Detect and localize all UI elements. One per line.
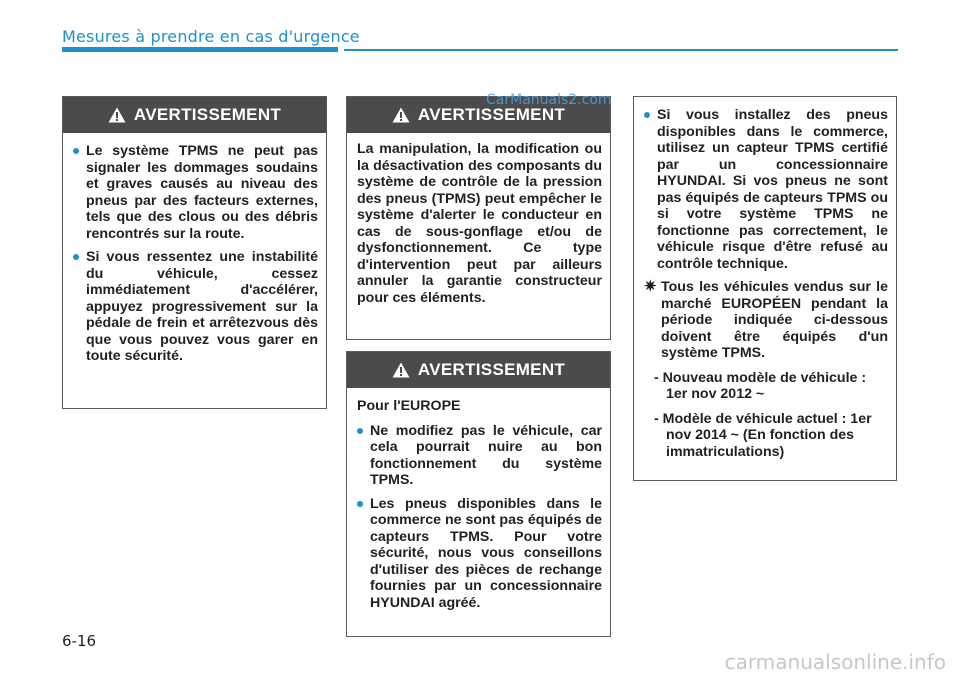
page-number: 6-16 [62, 632, 97, 650]
warning-box-2 [346, 96, 611, 340]
header-rule-thick [62, 47, 338, 52]
warning-heading: AVERTISSEMENT [417, 360, 566, 379]
warning-heading: AVERTISSEMENT [417, 105, 566, 124]
footer-watermark: carmanualsonline.info [724, 650, 946, 674]
list-item: Le système TPMS ne peut pas signaler les dommages soudains et graves causés au niveau des pneus par des facteurs externes, tels que des clous ou des débris rencontrés sur la route. [73, 143, 318, 242]
list-item: Si vous ressentez une instabilité du véhicule, cessez immédiatement d'accélérer, appuyez progressivement sur la pédale de frein et arrêtezvous dès que vous pouvez vous garer en toute sécurité. [73, 249, 318, 365]
header-rule-thin [344, 49, 898, 51]
list-item: Ne modifiez pas le véhicule, car cela pourrait nuire au bon fonctionnement du système TPMS. [357, 423, 602, 489]
bullet-dot-icon [644, 112, 650, 118]
warning-triangle-icon [392, 362, 410, 378]
section-title: Mesures à prendre en cas d'urgence [62, 27, 360, 46]
warning-box-1 [62, 96, 327, 409]
bullet-dot-icon [357, 501, 363, 507]
note-item: ✷ Tous les véhicules vendus sur le marché EUROPÉEN pendant la période indiquée ci-dessous doivent être équipés d'un système TPMS. [644, 278, 888, 361]
watermark-text: CarManuals2.com [486, 92, 612, 108]
bullet-dot-icon [73, 148, 79, 154]
list-item: Les pneus disponibles dans le commerce ne sont pas équipés de capteurs TPMS. Pour votre sécurité, nous vous conseillons d'utiliser des pièces de rechange fournies par un concessionnaire HYUNDAI agréé. [357, 496, 602, 612]
list-item: Si vous installez des pneus disponibles dans le commerce, utilisez un capteur TPMS certifié par un concessionnaire HYUNDAI. Si vos pneus ne sont pas équipés de capteurs TPMS ou si votre système TPMS ne fonctionne pas correctement, le véhicule risque d'être refusé au contrôle technique. [644, 107, 888, 272]
warning-heading: AVERTISSEMENT [133, 105, 282, 124]
warning-triangle-icon [108, 107, 126, 123]
warning-box-header [347, 352, 610, 388]
warning-box-header [63, 97, 326, 133]
warning-triangle-icon [392, 107, 410, 123]
region-subheading: Pour l'EUROPE [357, 398, 461, 414]
date-list-item: - Nouveau modèle de véhicule : 1er nov 2012 ~ [654, 369, 867, 402]
date-list-item: - Modèle de véhicule actuel : 1er nov 2014 ~ (En fonction des immatriculations) [654, 410, 872, 460]
warning-box-3 [346, 351, 611, 637]
bullet-dot-icon [357, 428, 363, 434]
bullet-dot-icon [73, 254, 79, 260]
warning-text: La manipulation, la modification ou la désactivation des composants du système de contrôle de la pression des pneus (TPMS) peut empêcher le système d'alerter le conducteur en cas de sous-gonflage et/ou de dysfonctionnement. Ce type d'intervention peut par ailleurs annuler la garantie constructeur pour ces éléments. [357, 141, 602, 306]
asterisk-star-icon: ✷ [644, 278, 657, 295]
info-box-continued [633, 96, 897, 481]
